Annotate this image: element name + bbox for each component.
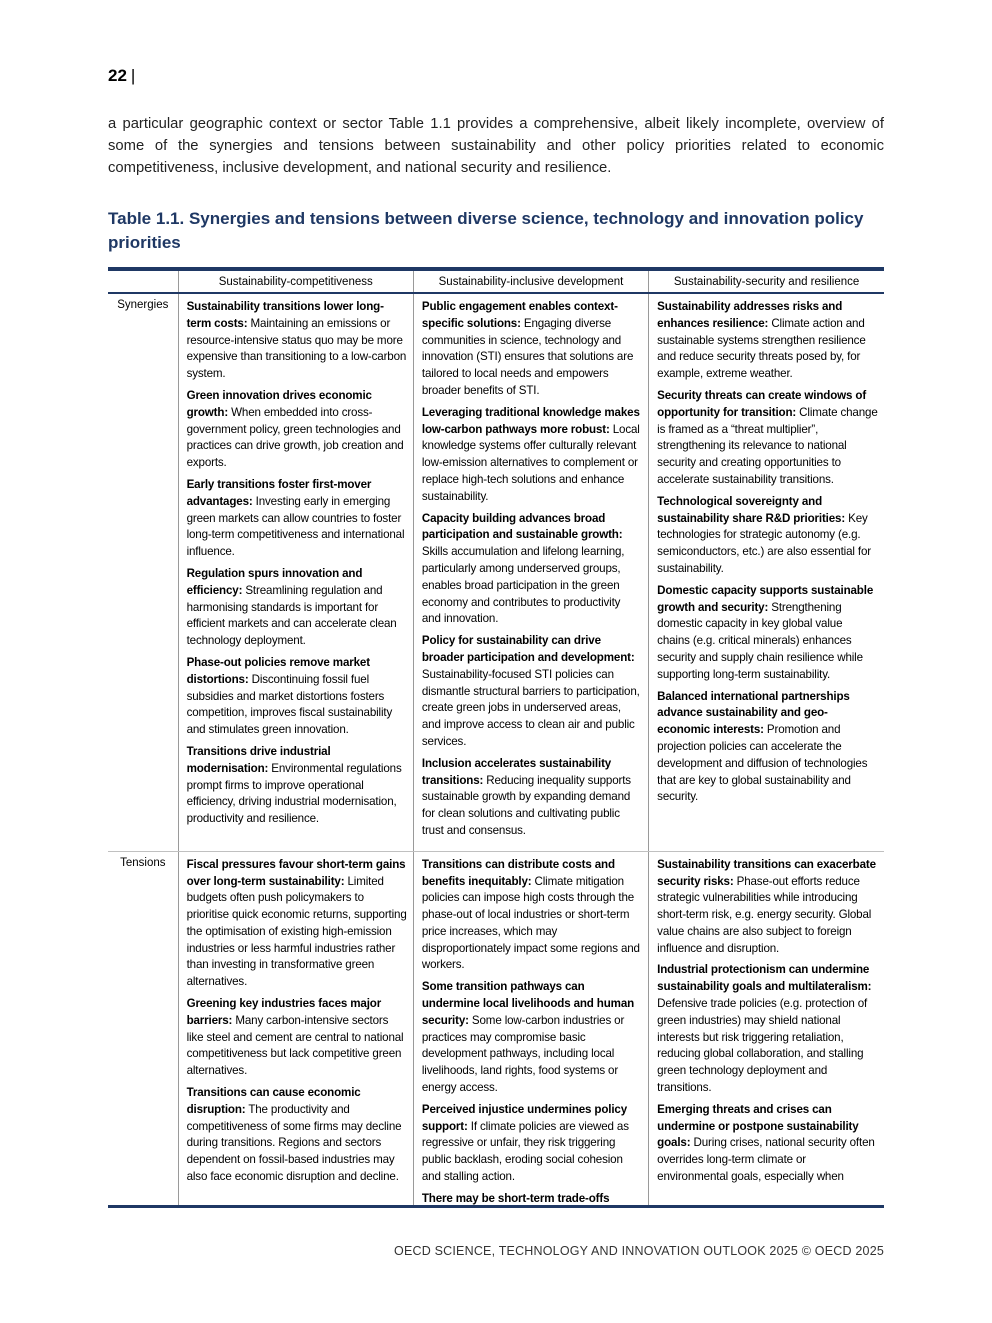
- page-number: [108, 66, 135, 86]
- cell-item: [422, 756, 642, 840]
- item-text: Streamlining regulation and harmonising standards is important for efficient markets and can accelerate clean technology deployment.: [186, 583, 397, 648]
- item-text: When embedded into cross-government policy, green technologies and practices can drive growth, job creation and exports.: [186, 405, 404, 470]
- item-heading: Fiscal pressures favour short-term gains over long-term sustainability:: [186, 857, 406, 888]
- table-cell: [649, 293, 884, 851]
- item-heading: Capacity building advances broad participation and sustainable growth:: [421, 511, 623, 542]
- item-heading: Sustainability transitions lower long-term costs:: [186, 300, 384, 330]
- cell-item: [657, 494, 878, 578]
- table-cell: [178, 293, 413, 851]
- item-heading: Public engagement enables context-specific solutions:: [421, 300, 618, 330]
- item-heading: Regulation spurs innovation and efficiency:: [186, 566, 363, 597]
- cell-item: [422, 857, 642, 975]
- item-text: Phase-out efforts reduce strategic vulnerabilities while introducing short-term risk, e.g. energy security. Global value chains are also subject to foreign influence and disruption.: [657, 874, 872, 955]
- cell-item: [187, 996, 407, 1080]
- column-header: Sustainability-inclusive development: [413, 271, 648, 293]
- cell-item: [422, 1191, 642, 1208]
- item-text: The productivity and competitiveness of some firms may decline during transitions. Regions and sectors dependent on fossil-based industries may also face economic disruption and decline.: [186, 1102, 402, 1184]
- item-text: Investing early in emerging green markets can allow countries to foster long-term competitiveness and international influence.: [186, 494, 405, 559]
- cell-item: [187, 477, 407, 561]
- page-number-value: 22: [108, 66, 127, 85]
- cell-item: [657, 857, 878, 958]
- item-heading: Technological sovereignty and sustainability share R&D priorities:: [657, 494, 846, 525]
- item-heading: Perceived injustice undermines policy support:: [421, 1102, 628, 1133]
- item-heading: Inclusion accelerates sustainability transitions:: [421, 756, 612, 787]
- item-text: During crises, national security often overrides long-term climate or environmental goals, especially when: [657, 1136, 875, 1184]
- synergies-tensions-table: [108, 267, 884, 1208]
- item-text: Environmental regulations prompt firms to improve operational efficiency, driving industrial modernisation, productivity and resilience.: [186, 761, 402, 826]
- item-heading: Transitions can cause economic disruption:: [186, 1086, 361, 1116]
- item-text: Key technologies for strategic autonomy (e.g. semiconductors, etc.) are also essential for sustainability.: [657, 511, 871, 575]
- table-cell: [178, 851, 413, 1208]
- cell-item: [422, 633, 642, 751]
- item-heading: Sustainability addresses risks and enhances resilience:: [657, 300, 843, 330]
- table-cell: [413, 293, 648, 851]
- item-text: Discontinuing fossil fuel subsidies and market distortions fosters competition, improves fiscal sustainability and stimulates green innovation.: [186, 672, 393, 737]
- table-cell: [413, 851, 648, 1208]
- row-header: Synergies: [108, 293, 178, 851]
- cell-item: [422, 979, 642, 1097]
- cell-item: [657, 962, 878, 1096]
- header-corner: [108, 271, 178, 293]
- item-heading: Green innovation drives economic growth:: [186, 388, 372, 419]
- cell-item: [657, 1102, 878, 1186]
- intro-paragraph: a particular geographic context or sector Table 1.1 provides a comprehensive, albeit likely incomplete, overview of some of the synergies and tensions between sustainability and other policy priorities related to economic competitiveness, inclusive development, and national security and resilience.: [108, 116, 884, 176]
- item-text: If climate policies are viewed as regressive or unfair, they risk triggering public backlash, eroding social cohesion and stalling action.: [421, 1119, 629, 1184]
- item-text: Promotion and projection policies can accelerate the development and diffusion of technologies that are key to global sustainability and security.: [657, 723, 868, 804]
- item-heading: There may be short-term trade-offs: [421, 1191, 610, 1205]
- column-header: Sustainability-security and resilience: [649, 271, 884, 293]
- cell-item: [657, 689, 878, 807]
- cell-item: [187, 566, 407, 650]
- item-text: Some low-carbon industries or practices may compromise basic development pathways, including local livelihoods, land rights, food systems or energy access.: [421, 1013, 625, 1095]
- cell-item: [657, 299, 878, 383]
- cell-item: [187, 655, 407, 739]
- cell-item: [422, 405, 642, 506]
- item-heading: Greening key industries faces major barriers:: [186, 997, 382, 1027]
- item-heading: Transitions drive industrial modernisation:: [186, 744, 331, 775]
- item-text: Climate change is framed as a “threat multiplier”, strengthening its relevance to national security and creating opportunities to accelerate sustainability transitions.: [657, 405, 878, 486]
- item-heading: Sustainability transitions can exacerbate security risks:: [657, 857, 876, 888]
- cell-item: [187, 1085, 407, 1186]
- row-header: Tensions: [120, 856, 166, 869]
- item-heading: Industrial protectionism can undermine sustainability goals and multilateralism:: [657, 963, 872, 994]
- table-title: Table 1.1. Synergies and tensions between diverse science, technology and innovation policy priorities: [108, 209, 864, 252]
- item-heading: Policy for sustainability can drive broader participation and development:: [421, 634, 635, 664]
- item-text: Local knowledge systems offer culturally relevant low-emission alternatives to complement or replace high-tech solutions and enhance sustainability.: [421, 422, 640, 503]
- cell-item: [657, 388, 878, 489]
- item-text: Engaging diverse communities in science, technology and innovation (STI) ensures that solutions are tailored to local needs and empowers broader benefits of STI.: [421, 316, 634, 397]
- table-cell: [649, 851, 884, 1208]
- item-text: Maintaining an emissions or resource-intensive status quo may be more expensive than transitioning to a low-carbon system.: [186, 316, 407, 381]
- item-heading: Balanced international partnerships advance sustainability and geo-economic interests:: [657, 689, 850, 737]
- item-heading: Early transitions foster first-mover advantages:: [186, 477, 372, 508]
- table-row: [108, 293, 884, 851]
- page-footer: OECD SCIENCE, TECHNOLOGY AND INNOVATION OUTLOOK 2025 © OECD 2025: [394, 1244, 884, 1258]
- item-heading: Transitions can distribute costs and benefits inequitably:: [421, 857, 615, 888]
- item-heading: Leveraging traditional knowledge makes low-carbon pathways more robust:: [421, 405, 640, 436]
- item-heading: Domestic capacity supports sustainable growth and security:: [657, 583, 874, 614]
- item-text: Reducing inequality supports sustainable growth by expanding demand for clean solutions and cultivating public trust and consensus.: [421, 773, 631, 837]
- cell-item: [422, 299, 642, 400]
- cell-item: [187, 299, 407, 383]
- cell-item: [187, 744, 407, 828]
- item-text: Strengthening domestic capacity in key global value chains (e.g. critical minerals) enhances security and supply chain resilience while supporting long-term sustainability.: [657, 600, 863, 681]
- item-heading: Emerging threats and crises can undermine or postpone sustainability goals:: [657, 1102, 859, 1150]
- item-text: Skills accumulation and lifelong learning, particularly among underserved groups, enables broad participation in the green economy and contributes to productivity and innovation.: [421, 545, 625, 626]
- item-heading: Some transition pathways can undermine local livelihoods and human security:: [421, 980, 635, 1027]
- cell-item: [187, 388, 407, 472]
- item-text: Climate mitigation policies can impose high costs through the phase-out of local industries or short-term price increases, which may disproportionately impact some regions and workers.: [421, 874, 640, 972]
- item-text: Many carbon-intensive sectors like steel and cement are central to national competitiveness but lack competitive green alternatives.: [186, 1013, 404, 1078]
- page-number-separator: |: [130, 66, 136, 85]
- cell-item: [657, 583, 878, 684]
- table-row: [108, 851, 884, 1208]
- cell-item: [422, 1102, 642, 1186]
- item-heading: Security threats can create windows of opportunity for transition:: [657, 388, 867, 419]
- table: [108, 271, 884, 1208]
- item-text: Sustainability-focused STI policies can dismantle structural barriers to participation, create green jobs in underserved areas, and improve access to clean air and public services.: [421, 667, 640, 748]
- cell-item: [187, 857, 407, 991]
- item-text: Limited budgets often push policymakers to prioritise quick economic returns, supporting the optimisation of existing high-emission industries or less harmful industries rather than investing in transformative green alternatives.: [186, 874, 407, 989]
- column-header: Sustainability-competitiveness: [178, 271, 413, 293]
- cell-item: [422, 511, 642, 629]
- item-text: Climate action and sustainable systems strengthen resilience and reduce security threats posed by, for example, extreme weather.: [657, 316, 866, 381]
- table-header-row: [108, 271, 884, 293]
- item-text: Defensive trade policies (e.g. protection of green industries) may shield national interests but risk triggering retaliation, reducing global collaboration, and stalling green technology deployment and transitions.: [657, 997, 868, 1095]
- item-heading: Phase-out policies remove market distortions:: [186, 655, 370, 686]
